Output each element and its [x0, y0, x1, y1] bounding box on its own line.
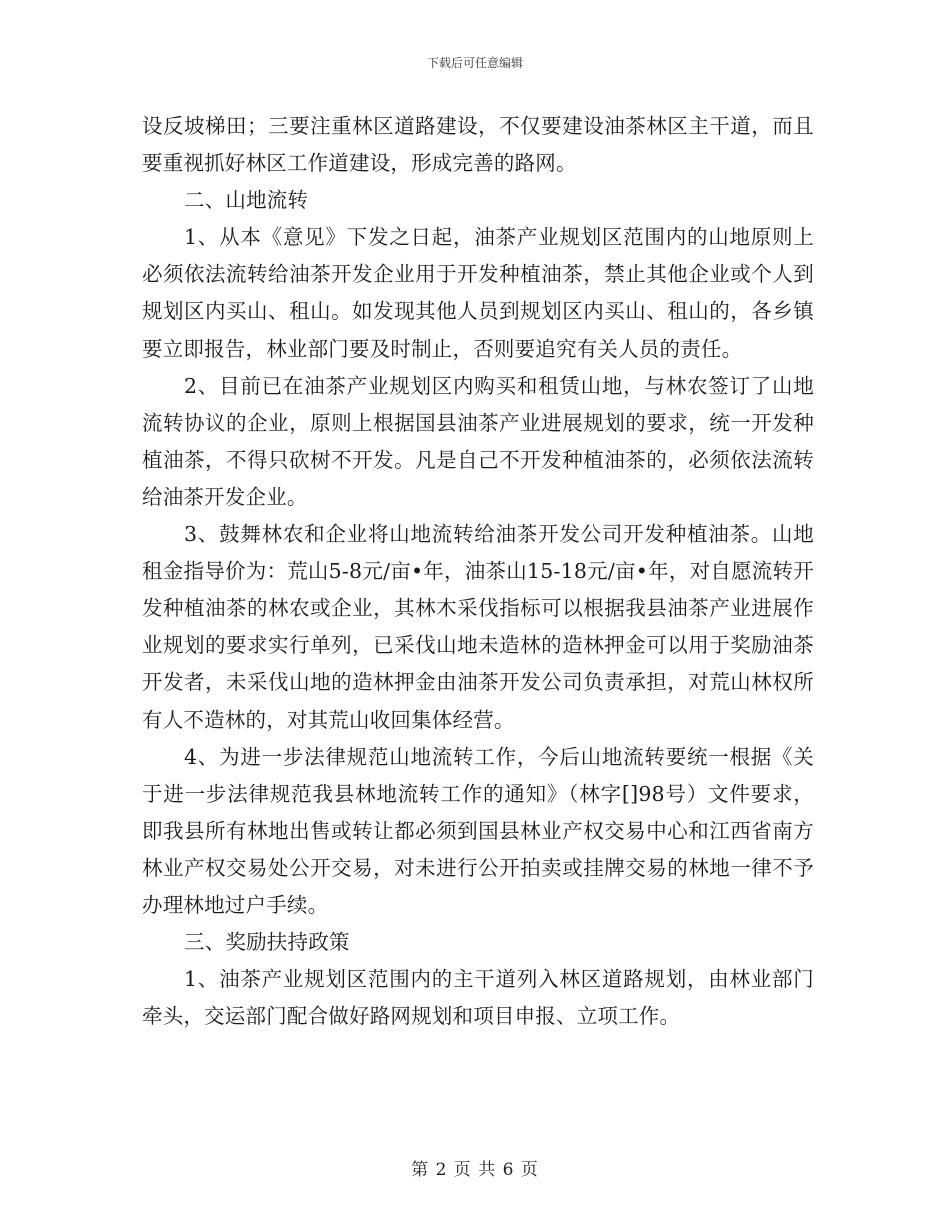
paragraph-incentives-1: 1、油茶产业规划区范围内的主干道列入林区道路规划，由林业部门牵头，交运部门配合做好路网规划和项目申报、立项工作。: [142, 967, 814, 1029]
section-heading-incentives: 三、奖励扶持政策: [184, 930, 350, 955]
paragraph-land-transfer-1: 1、从本《意见》下发之日起，油茶产业规划区范围内的山地原则上必须依法流转给油茶开发企业用于开发种植油茶，禁止其他企业或个人到规划区内买山、租山。如发现其他人员到规划区内买山、租山的，各乡镇要立即报告，林业部门要及时制止，否则要追究有关人员的责任。: [142, 225, 814, 361]
paragraph-continuation: 设反坡梯田；三要注重林区道路建设，不仅要建设油茶林区主干道，而且要重视抓好林区工作道建设，形成完善的路网。: [142, 114, 814, 176]
paragraph-land-transfer-4: 4、为进一步法律规范山地流转工作，今后山地流转要统一根据《关于进一步法律规范我县林地流转工作的通知》（林字[]98号）文件要求，即我县所有林地出售或转让都必须到国县林业产权交易中心和江西省南方林业产权交易处公开交易，对未进行公开拍卖或挂牌交易的林地一律不予办理林地过户手续。: [142, 744, 814, 917]
paragraph-land-transfer-2: 2、目前已在油茶产业规划区内购买和租赁山地，与林农签订了山地流转协议的企业，原则上根据国县油茶产业进展规划的要求，统一开发种植油茶，不得只砍树不开发。凡是自己不开发种植油茶的，必须依法流转给油茶开发企业。: [142, 373, 814, 509]
document-body: [142, 108, 814, 1035]
page-number: 第 2 页 共 6 页: [411, 1160, 539, 1180]
page-header-note: 下载后可任意编辑: [426, 56, 523, 70]
section-heading-land-transfer: 二、山地流转: [184, 188, 309, 213]
paragraph-land-transfer-3: 3、鼓舞林农和企业将山地流转给油茶开发公司开发种植油茶。山地租金指导价为：荒山5-8元/亩•年，油茶山15-18元/亩•年，对自愿流转开发种植油茶的林农或企业，其林木采伐指标可以根据我县油茶产业进展作业规划的要求实行单列，已采伐山地未造林的造林押金可以用于奖励油茶开发者，未采伐山地的造林押金由油茶开发公司负责承担，对荒山林权所有人不造林的，对其荒山收回集体经营。: [142, 522, 814, 732]
